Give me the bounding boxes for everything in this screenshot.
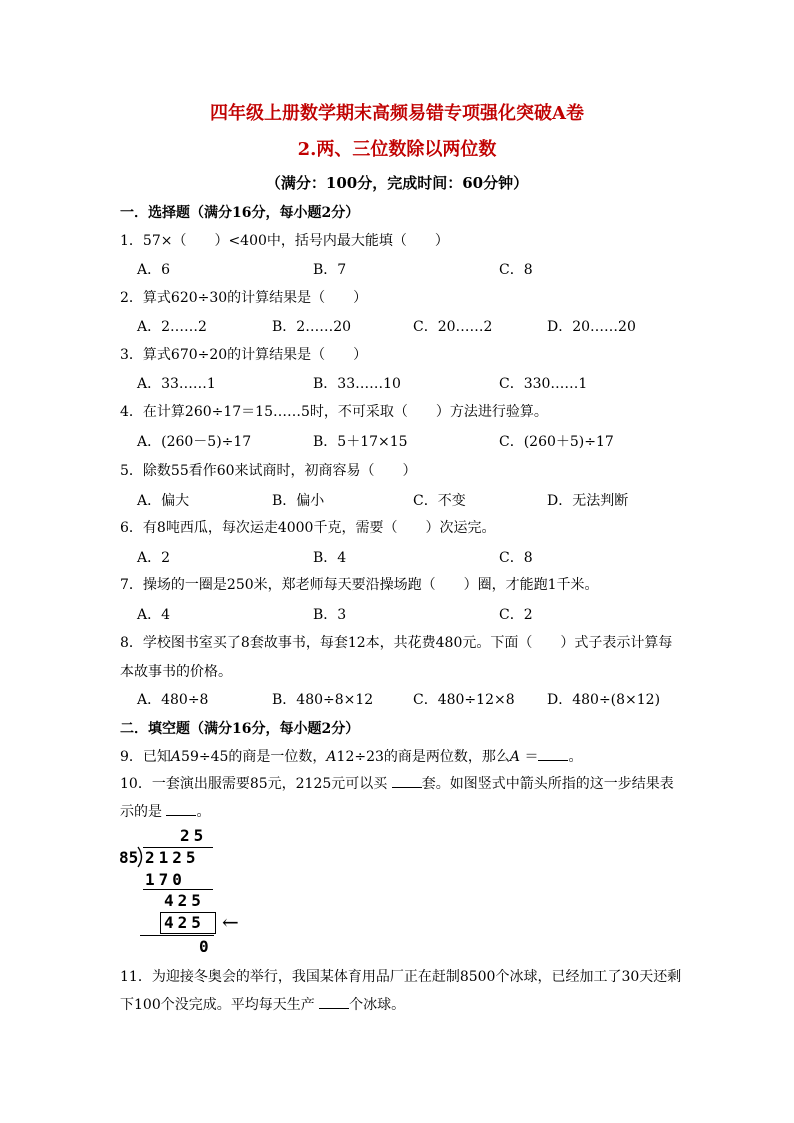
page-subtitle: 2.两、三位数除以两位数 <box>297 139 497 160</box>
q8-option-c[interactable]: C．480÷12×8 <box>413 692 515 708</box>
q4-option-a[interactable]: A．(260－5)÷17 <box>137 434 252 450</box>
division-dividend: 2125 <box>145 848 200 867</box>
q11-text-2: 个冰球。 <box>349 997 406 1013</box>
q9-var-a-2: A <box>326 749 337 765</box>
q2-option-c[interactable]: C．20……2 <box>413 319 493 335</box>
q3-option-a[interactable]: A．33……1 <box>137 376 216 392</box>
q10-answer-blank-2[interactable] <box>166 803 196 816</box>
q9-var-a: A <box>170 749 182 765</box>
question-2: 2．算式620÷30的计算结果是（ ） <box>120 290 368 306</box>
q3-option-c[interactable]: C．330……1 <box>499 376 588 392</box>
q8-option-d[interactable]: D．480÷(8×12) <box>547 692 661 708</box>
q10-text-2: 套。如图竖式中箭头所指的这一步结果表 <box>421 776 674 792</box>
q6-option-b[interactable]: B．4 <box>313 550 347 566</box>
q6-option-a[interactable]: A．2 <box>137 550 171 566</box>
q6-option-c[interactable]: C．8 <box>499 550 533 566</box>
question-4: 4．在计算260÷17＝15……5时，不可采取（ ）方法进行验算。 <box>120 404 548 420</box>
q9-answer-blank[interactable] <box>538 748 568 761</box>
division-step-1: 170 <box>145 870 186 889</box>
division-step-3: 425 <box>164 913 205 932</box>
section2-heading: 二．填空题（满分16分，每小题2分） <box>120 721 360 737</box>
q10-text-3: 示的是 <box>120 804 167 820</box>
question-11: 11．为迎接冬奥会的举行，我国某体育用品厂正在赶制8500个冰球，已经加工了30天还剩 <box>120 969 682 985</box>
q9-text-2: 59÷45的商是一位数， <box>181 749 327 765</box>
question-8: 8．学校图书室买了8套故事书，每套12本，共花费480元。下面（ ）式子表示计算每 <box>120 635 673 651</box>
q10-text-1: 10．一套演出服需要85元，2125元可以买 <box>120 776 392 792</box>
division-quotient: 25 <box>180 826 208 845</box>
q5-option-c[interactable]: C．不变 <box>413 493 466 509</box>
q1-option-c[interactable]: C．8 <box>499 262 533 278</box>
q11-answer-blank[interactable] <box>319 996 349 1009</box>
division-remainder: 0 <box>199 937 213 956</box>
q8-option-b[interactable]: B．480÷8×12 <box>272 692 374 708</box>
question-7: 7．操场的一圈是250米，郑老师每天要沿操场跑（ ）圈，才能跑1千米。 <box>120 577 599 593</box>
question-8-line2: 本故事书的价格。 <box>120 664 232 680</box>
question-3: 3．算式670÷20的计算结果是（ ） <box>120 347 368 363</box>
page-title: 四年级上册数学期末高频易错专项强化突破A卷 <box>210 103 584 124</box>
q5-option-a[interactable]: A．偏大 <box>137 493 190 509</box>
q1-option-b[interactable]: B．7 <box>313 262 347 278</box>
q8-option-a[interactable]: A．480÷8 <box>137 692 209 708</box>
q1-option-a[interactable]: A．6 <box>137 262 171 278</box>
question-11-line2 <box>120 994 405 1014</box>
question-5: 5．除数55看作60来试商时，初商容易（ ） <box>120 463 417 479</box>
arrow-left-icon: ← <box>222 910 239 934</box>
question-10 <box>120 773 674 793</box>
q10-text-4: 。 <box>196 804 211 820</box>
q7-option-b[interactable]: B．3 <box>313 607 347 623</box>
q3-option-b[interactable]: B．33……10 <box>313 376 401 392</box>
q7-option-c[interactable]: C．2 <box>499 607 533 623</box>
q7-option-a[interactable]: A．4 <box>137 607 171 623</box>
q4-option-c[interactable]: C．(260＋5)÷17 <box>499 434 614 450</box>
q2-option-d[interactable]: D．20……20 <box>547 319 636 335</box>
division-divisor: 85 <box>119 848 139 867</box>
q9-text-1: 9．已知 <box>120 749 171 765</box>
q4-option-b[interactable]: B．5＋17×15 <box>313 434 408 450</box>
q9-end: 。 <box>568 749 583 765</box>
q9-equals: ＝ <box>520 749 539 765</box>
q9-text-3: 12÷23的商是两位数，那么 <box>336 749 510 765</box>
q5-option-d[interactable]: D．无法判断 <box>547 493 629 509</box>
section1-heading: 一．选择题（满分16分，每小题2分） <box>120 205 360 221</box>
division-line-1 <box>143 889 213 890</box>
division-line-2 <box>140 935 214 936</box>
score-info: （满分：100分，完成时间：60分钟） <box>265 174 529 192</box>
q2-option-a[interactable]: A．2……2 <box>137 319 207 335</box>
q11-text-1: 下100个没完成。平均每天生产 <box>120 997 320 1013</box>
question-6: 6．有8吨西瓜，每次运走4000千克，需要（ ）次运完。 <box>120 520 496 536</box>
division-step-2: 425 <box>164 891 205 910</box>
q9-var-a-3: A <box>509 749 521 765</box>
q10-answer-blank-1[interactable] <box>392 775 422 788</box>
question-10-line2 <box>120 801 210 821</box>
question-1: 1．57×（ ）<400中，括号内最大能填（ ） <box>120 233 449 249</box>
question-9 <box>120 746 582 766</box>
q5-option-b[interactable]: B．偏小 <box>272 493 325 509</box>
q2-option-b[interactable]: B．2……20 <box>272 319 352 335</box>
